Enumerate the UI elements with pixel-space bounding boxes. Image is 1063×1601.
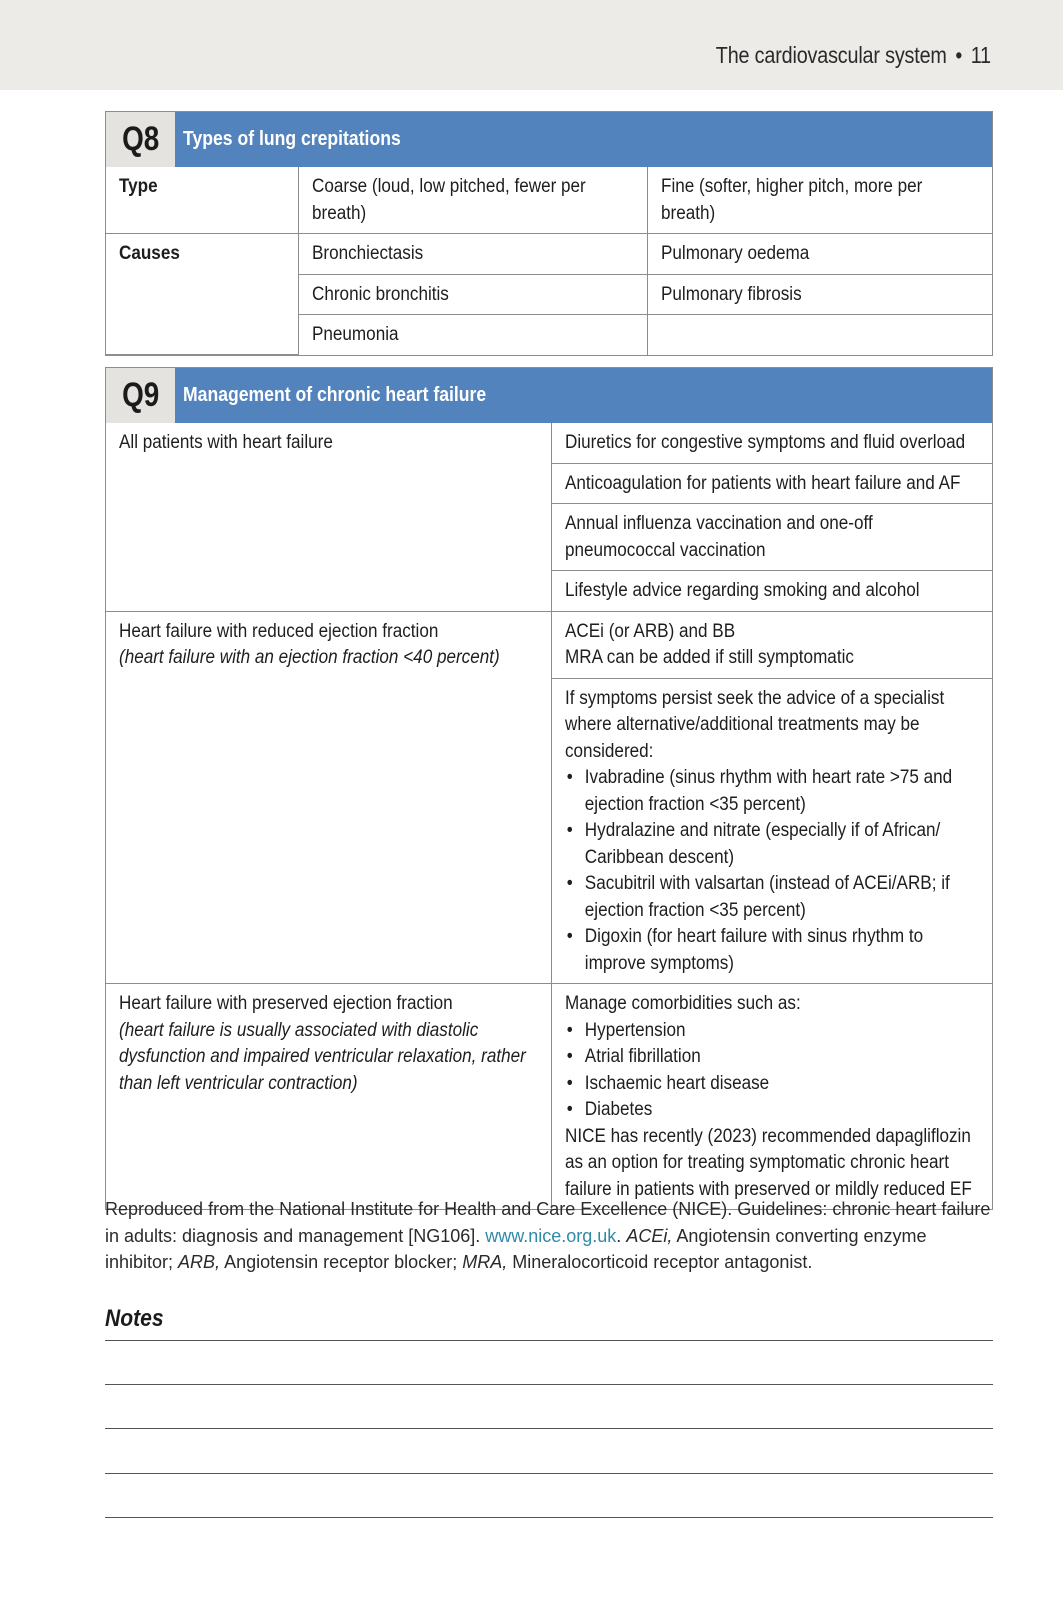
list-item: • Atrial fibrillation [565, 1044, 980, 1071]
management-item: Diuretics for congestive symptoms and fluid overload [551, 423, 992, 463]
table-row [106, 984, 992, 1210]
fine-cause-cell: Pulmonary oedema [647, 234, 992, 275]
table-row [106, 423, 992, 463]
preserved-bullet-list [565, 1018, 980, 1124]
nice-link[interactable]: www.nice.org.uk [485, 1225, 617, 1246]
table-row [106, 611, 992, 678]
running-title: The cardiovascular system [715, 42, 947, 68]
list-item: • Sacubitril with valsartan (instead of ACEi/ARB; if ejection fraction <35 percent) [565, 871, 980, 924]
preserved-management: Manage comorbidities such as: • Hypertension • Atrial fibrillation • Ischaemic heart disease • Diabetes NICE has recently (2023) recommended dapagliflozin as an option for treating symptomatic chronic heart failure in patients with preserved or mildly reduced EF [551, 984, 992, 1210]
empty-cell [647, 315, 992, 355]
reduced-bullet-list [565, 765, 980, 977]
causes-label: Causes [106, 234, 298, 355]
coarse-type-cell: Coarse (loud, low pitched, fewer per breath) [298, 167, 647, 234]
q8-number: Q8 [106, 112, 175, 167]
notes-title: Notes [105, 1305, 164, 1332]
coarse-cause-cell: Pneumonia [298, 315, 647, 355]
fine-type-cell: Fine (softer, higher pitch, more per breath) [647, 167, 992, 234]
list-item: • Hydralazine and nitrate (especially if of African/ Caribbean descent) [565, 818, 980, 871]
table-row [106, 167, 992, 234]
all-patients-label: All patients with heart failure [106, 423, 551, 611]
notes-line [105, 1340, 993, 1341]
table-row [106, 234, 992, 275]
notes-line [105, 1428, 993, 1429]
reduced-specialist: If symptoms persist seek the advice of a specialist where alternative/additional treatments may be considered: • Ivabradine (sinus rhythm with heart rate >75 and ejection fraction <35 percent) • Hydralazine and nitrate (especially if of African/ Caribbean descent) • Sacubitril with valsartan (instead of ACEi/ARB; if ejection fraction <35 percent) • Digoxin (for heart failure with sinus rhythm to improve symptoms) [551, 678, 992, 984]
page-number: 11 [970, 42, 991, 68]
type-label: Type [106, 167, 298, 234]
coarse-cause-cell: Bronchiectasis [298, 234, 647, 275]
fine-cause-cell: Pulmonary fibrosis [647, 274, 992, 315]
header-separator: • [955, 42, 963, 68]
management-item: Annual influenza vaccination and one-off pneumococcal vaccination [551, 504, 992, 571]
q8-table [105, 111, 993, 356]
q9-title: Management of chronic heart failure [183, 384, 487, 406]
reduced-first-line: ACEi (or ARB) and BB MRA can be added if still symptomatic [551, 611, 992, 678]
list-item: • Hypertension [565, 1018, 980, 1045]
reduced-ef-label: Heart failure with reduced ejection fraction (heart failure with an ejection fraction <40 percent) [106, 611, 551, 984]
list-item: • Ischaemic heart disease [565, 1071, 980, 1098]
list-item: • Diabetes [565, 1097, 980, 1124]
q8-header [106, 112, 992, 167]
q9-grid [106, 423, 992, 1209]
notes-line [105, 1473, 993, 1474]
notes-line [105, 1384, 993, 1385]
q8-grid [106, 167, 992, 355]
q9-table [105, 367, 993, 1210]
list-item: • Ivabradine (sinus rhythm with heart rate >75 and ejection fraction <35 percent) [565, 765, 980, 818]
q9-number: Q9 [106, 368, 175, 423]
coarse-cause-cell: Chronic bronchitis [298, 274, 647, 315]
management-item: Lifestyle advice regarding smoking and alcohol [551, 571, 992, 612]
list-item: • Digoxin (for heart failure with sinus rhythm to improve symptoms) [565, 924, 980, 977]
footnote: Reproduced from the National Institute for Health and Care Excellence (NICE). Guidelines: chronic heart failure in adults: diagnosis and management [NG106]. www.nice.org.uk. ACEi, Angiotensin converting enzyme inhibitor; ARB, Angiotensin receptor blocker; MRA, Mineralocorticoid receptor antagonist. [105, 1199, 991, 1272]
running-head [716, 42, 991, 69]
preserved-ef-label: Heart failure with preserved ejection fraction (heart failure is usually associated with diastolic dysfunction and impaired ventricular relaxation, rather than left ventricular contraction) [106, 984, 551, 1210]
management-item: Anticoagulation for patients with heart failure and AF [551, 463, 992, 504]
q8-title: Types of lung crepitations [183, 128, 401, 150]
notes-line [105, 1517, 993, 1518]
q9-header [106, 368, 992, 423]
